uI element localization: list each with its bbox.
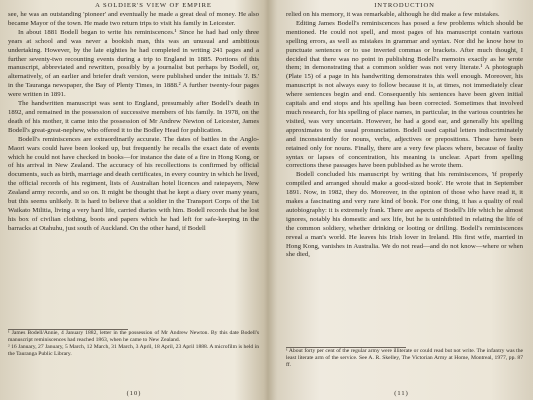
right-paragraph: relied on his memory, it was remarkable, although he did make a few mistakes. [286, 11, 500, 18]
left-paragraph: The handwritten manuscript was sent to England, presumably after Bodell's death in 1892, and remained in the possession of successive members of his family. In 1978, on the death of his mother, it came into the possession of Mr Andrew Newton of Leicester, James Bodell's great-great-nephew, who offered it to the Bodley Head for publication. [8, 100, 259, 134]
footnote: ¹ About forty per cent of the regular army were illiterate or could read but not write. The infantry was the least literate arm of the service. See A. R. Skelley, The Victorian Army at Home, Montreal, 1977, pp. 87 ff. [286, 348, 523, 369]
right-page-body [286, 11, 523, 260]
left-running-head: A SOLDIER'S VIEW OF EMPIRE [95, 2, 212, 9]
left-paragraph: Bodell's reminiscences are extraordinarily accurate. The dates of battles in the Anglo-Maori wars could have been looked up, but frequently he recalls the exact date of events which he could not have checked in books—for instance the date of a fire in Hong Kong, or of his arrival in New Zealand. The accuracy of his recollections is confirmed by official documents, such as birth, marriage and death certificates, in every country in which he lived, the official records of his regiment, lists of Australian hotel licences and ratepayers, New Zealand army records, and so on. It might be thought that he kept a diary over many years, but this seems unlikely. It is hard to believe that a soldier in the Transport Corps of the 1st Waikato Militia, living a very hard life, carried diaries with him. Bodell records that he lost his box of civilian clothing, boots and papers which he had left for safe-keeping in the barracks at Otahuhu, just south of Auckland. On the other hand, if Bodell [8, 135, 259, 232]
left-paragraph: In about 1881 Bodell began to write his reminiscences.¹ Since he had had only three years at school and was never a bookish man, this was an unusual and ambitious undertaking. However, by the late eighties he had completed in writing 241 pages and a further seventy-two recounting events during a trip to England in 1885. Portions of this manuscript, abbreviated and rewritten, possibly by a journalist but perhaps by Bodell, or, alternatively, of an earlier and briefer draft version, were published under the initials 'J. B.' in the Tauranga newspaper, the Bay of Plenty Times, in 1888.² A further twenty-four pages were written in 1891. [8, 28, 259, 99]
right-running-head: INTRODUCTION [374, 2, 435, 9]
footnote: ¹ James Bodell/Annie, 4 January 1882, letter in the possession of Mr Andrew Newton. By this date Bodell's manuscript reminiscences had reached 1863, when he came to New Zealand. [8, 330, 259, 344]
left-paragraph: see, he was an outstanding 'pioneer' and eventually he made a great deal of money. He also became Mayor of the town. He made two return trips to visit his family in Leicester. [8, 11, 259, 27]
right-paragraph: Editing James Bodell's reminiscences has posed a few problems which should be mentioned. He could not spell, and most pages of his manuscript contain various spelling errors, as well as mistakes in grammar and syntax. Nor did he know how to punctuate sentences or to use inverted commas or brackets. After much thought, I decided that there was no point in publishing Bodell's memoirs exactly as he wrote them; in demonstrating that a common soldier was not very literate.¹ A photograph (Plate 15) of a page in his handwriting demonstrates this well enough. Moreover, his manuscript is not always easy to follow because it is, at times, not immediately clear where sentences begin and end. Consequently his sentences have been given initial capitals and end stops and his spelling has been corrected. Sometimes that involved much research, for his spelling of place names, in particular, in the various countries he visited, was very uncertain. However, he had a good ear, and generally his spelling approximates to the usual pronunciation. Bodell used capital letters indiscriminately and inconsistently for nouns, verbs, adjectives or prepositions. These have been retained only for nouns. Finally, there are a very few places where, because of faulty syntax or lapses of concentration, his meaning is unclear. Apart from spelling corrections these passages have been published as he wrote them. [286, 19, 523, 170]
right-page [270, 0, 533, 400]
footnote: ² 16 January, 27 January, 5 March, 12 March, 31 March, 3 April, 18 April, 23 April 1888. A microfilm is held in the Tauranga Public Library. [8, 344, 259, 358]
left-footnotes [8, 326, 259, 358]
right-footnotes [286, 344, 523, 369]
right-paragraph: Bodell concluded his manuscript by writing that his reminiscences, 'if properly compiled and arranged should make a good-sized book'. He wrote that in September 1891. Now, in 1982, they do. Moreover, in the opinion of those who have read it, it makes a fascinating and very rare kind of book. For one thing, it has a quality of real autobiography: it is extremely frank. There are aspects of Bodell's life which he almost ignores, notably his domestic and sex life, but he is uninhibited in relating the life of the common soldiery, whether drinking or looting or drilling. Bodell's reminiscences reveal a man's world. He leaves his Irish lover in Ireland. His first wife, married in Hong Kong, vanishes in Australia. We do not read—and do not know—where or when she died, [286, 171, 523, 259]
right-page-number: (11) [394, 390, 409, 397]
left-page-number: (10) [126, 390, 142, 397]
left-page-body [8, 11, 259, 234]
